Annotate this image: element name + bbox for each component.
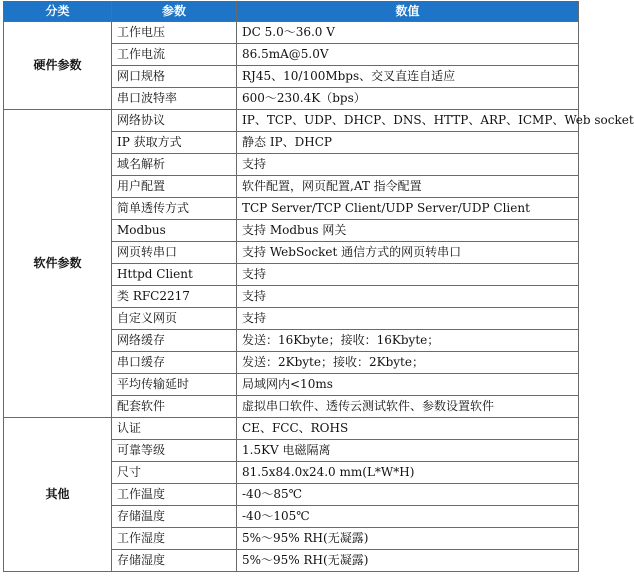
value-cell: 支持 Modbus 网关 — [237, 220, 579, 242]
parameter-cell: 串口波特率 — [112, 88, 237, 110]
value-cell: 支持 — [237, 154, 579, 176]
header-row — [4, 2, 579, 22]
header-parameter: 参数 — [112, 2, 237, 22]
parameter-cell: 网口规格 — [112, 66, 237, 88]
parameter-cell: IP 获取方式 — [112, 132, 237, 154]
parameter-cell: 工作电压 — [112, 22, 237, 44]
value-cell: 81.5x84.0x24.0 mm(L*W*H) — [237, 462, 579, 484]
value-cell: CE、FCC、ROHS — [237, 418, 579, 440]
parameter-cell: 串口缓存 — [112, 352, 237, 374]
parameter-cell: 存储湿度 — [112, 550, 237, 572]
category-cell: 其他 — [4, 418, 112, 572]
category-cell: 硬件参数 — [4, 22, 112, 110]
value-cell: 软件配置，网页配置,AT 指令配置 — [237, 176, 579, 198]
value-cell: 局域网内<10ms — [237, 374, 579, 396]
parameter-cell: 工作温度 — [112, 484, 237, 506]
table-row — [4, 110, 579, 132]
spec-body — [4, 22, 634, 572]
header-category: 分类 — [4, 2, 112, 22]
category-cell: 软件参数 — [4, 110, 112, 418]
value-cell: 600～230.4K（bps） — [237, 88, 579, 110]
value-cell: 发送：2Kbyte；接收：2Kbyte； — [237, 352, 579, 374]
value-cell: 支持 WebSocket 通信方式的网页转串口 — [237, 242, 579, 264]
value-cell: 5%～95% RH(无凝露) — [237, 550, 579, 572]
parameter-cell: 自定义网页 — [112, 308, 237, 330]
parameter-cell: Httpd Client — [112, 264, 237, 286]
parameter-cell: 工作电流 — [112, 44, 237, 66]
value-cell: -40～85℃ — [237, 484, 579, 506]
parameter-cell: 网页转串口 — [112, 242, 237, 264]
parameter-cell: 类 RFC2217 — [112, 286, 237, 308]
value-cell: 5%～95% RH(无凝露) — [237, 528, 579, 550]
value-cell: -40～105℃ — [237, 506, 579, 528]
parameter-cell: 可靠等级 — [112, 440, 237, 462]
parameter-cell: 存储温度 — [112, 506, 237, 528]
value-cell: 支持 — [237, 286, 579, 308]
parameter-cell: Modbus — [112, 220, 237, 242]
value-cell: 支持 — [237, 308, 579, 330]
parameter-cell: 认证 — [112, 418, 237, 440]
value-cell: 静态 IP、DHCP — [237, 132, 579, 154]
value-cell: TCP Server/TCP Client/UDP Server/UDP Client — [237, 198, 579, 220]
parameter-cell: 尺寸 — [112, 462, 237, 484]
parameter-cell: 域名解析 — [112, 154, 237, 176]
value-cell: RJ45、10/100Mbps、交叉直连自适应 — [237, 66, 579, 88]
parameter-cell: 网络缓存 — [112, 330, 237, 352]
table-row — [4, 418, 579, 440]
value-cell: 发送：16Kbyte；接收：16Kbyte； — [237, 330, 579, 352]
value-cell: 虚拟串口软件、透传云测试软件、参数设置软件 — [237, 396, 579, 418]
value-cell: IP、TCP、UDP、DHCP、DNS、HTTP、ARP、ICMP、Web socket — [237, 110, 579, 132]
parameter-cell: 工作湿度 — [112, 528, 237, 550]
value-cell: 支持 — [237, 264, 579, 286]
parameter-cell: 网络协议 — [112, 110, 237, 132]
parameter-cell: 简单透传方式 — [112, 198, 237, 220]
parameter-cell: 用户配置 — [112, 176, 237, 198]
parameter-cell: 配套软件 — [112, 396, 237, 418]
table-row — [4, 22, 579, 44]
value-cell: DC 5.0～36.0 V — [237, 22, 579, 44]
header-value: 数值 — [237, 2, 579, 22]
parameter-cell: 平均传输延时 — [112, 374, 237, 396]
spec-table — [3, 1, 634, 572]
value-cell: 1.5KV 电磁隔离 — [237, 440, 579, 462]
value-cell: 86.5mA@5.0V — [237, 44, 579, 66]
